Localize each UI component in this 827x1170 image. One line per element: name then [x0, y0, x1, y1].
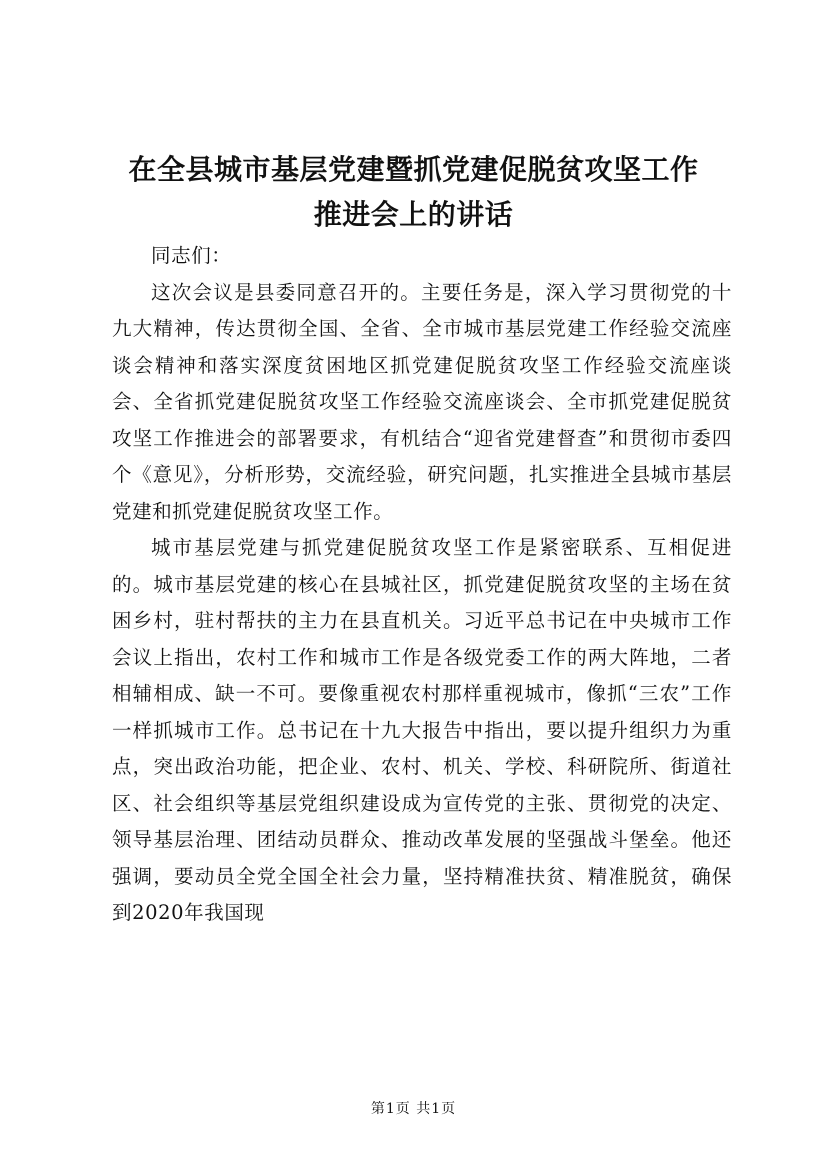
document-title-line-2: 推进会上的讲话	[313, 198, 514, 231]
salutation: 同志们：	[151, 244, 232, 267]
paragraph-2: 城市基层党建与抓党建促脱贫攻坚工作是紧密联系、互相促进的。城市基层党建的核心在县城社区，抓党建促脱贫攻坚的主场在贫困乡村，驻村帮扶的主力在县直机关。习近平总书记在中央城市工作会议上指出，农村工作和城市工作是各级党委工作的两大阵地，二者相辅相成、缺一不可。要像重视农村那样重视城市，像抓“三农”工作一样抓城市工作。总书记在十九大报告中指出，要以提升组织力为重点，突出政治功能，把企业、农村、机关、学校、科研院所、街道社区、社会组织等基层党组织建设成为宣传党的主张、贯彻党的决定、领导基层治理、团结动员群众、推动改革发展的坚强战斗堡垒。他还强调，要动员全党全国全社会力量，坚持精准扶贫、精准脱贫，确保到2020年我国现	[112, 536, 732, 924]
document-title-line-1: 在全县城市基层党建暨抓党建促脱贫攻坚工作	[128, 153, 699, 186]
paragraph-1: 这次会议是县委同意召开的。主要任务是，深入学习贯彻党的十九大精神，传达贯彻全国、全省、全市城市基层党建工作经验交流座谈会精神和落实深度贫困地区抓党建促脱贫攻坚工作经验交流座谈会、全省抓党建促脱贫攻坚工作经验交流座谈会、全市抓党建促脱贫攻坚工作推进会的部署要求，有机结合“迎省党建督查”和贯彻市委四个《意见》，分析形势，交流经验，研究问题，扎实推进全县城市基层党建和抓党建促脱贫攻坚工作。	[112, 280, 732, 523]
document-body	[112, 238, 732, 932]
page-footer: 第1页 共1页	[370, 1101, 457, 1117]
